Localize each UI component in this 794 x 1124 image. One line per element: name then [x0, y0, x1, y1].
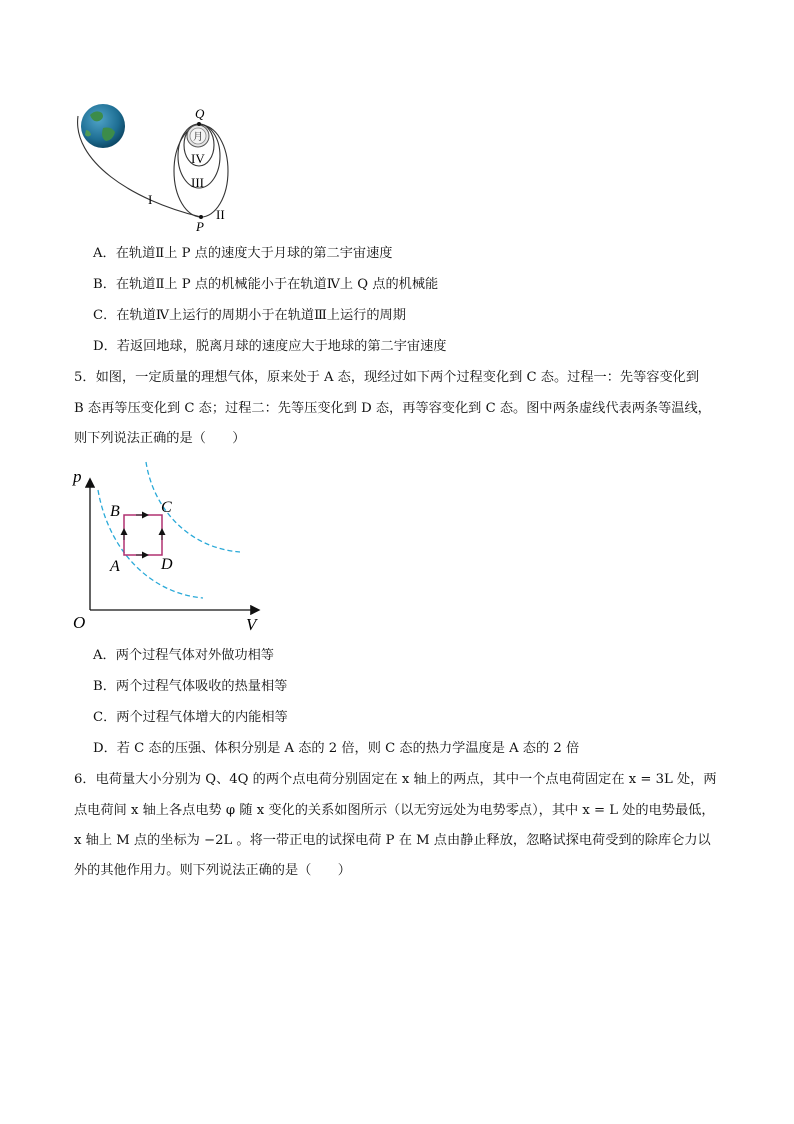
p-label: P	[196, 219, 204, 234]
q4-option-d: D．若返回地球，脱离月球的速度应大于地球的第二宇宙速度	[93, 339, 447, 354]
q-point	[197, 122, 201, 126]
q-label: Q	[195, 106, 205, 121]
q6-stem-line-4: 外的其他作用力。则下列说法正确的是（ ）	[74, 863, 351, 878]
orbit-i-label: I	[148, 192, 153, 207]
origin-label: O	[73, 613, 86, 632]
q5-stem-line-3: 则下列说法正确的是（ ）	[74, 431, 246, 446]
q5-stem-line-1: 5．如图，一定质量的理想气体，原来处于 A 态，现经过如下两个过程变化到 C 态。过程一：先等容变化到	[74, 370, 700, 385]
pv-diagram	[68, 458, 268, 633]
axis-v-label: V	[246, 615, 257, 633]
point-a-label: A	[110, 558, 120, 575]
q6-stem-line-1: 6．电荷量大小分别为 Q、4Q 的两个点电荷分别固定在 x 轴上的两点，其中一个点电荷固定在 x = 3L 处，两	[74, 772, 717, 787]
process-rectangle	[124, 515, 162, 555]
q4-option-c: C．在轨道Ⅳ上运行的周期小于在轨道Ⅲ上运行的周期	[93, 308, 406, 323]
q5-option-a: A．两个过程气体对外做功相等	[93, 648, 274, 663]
moon-label: 月	[193, 132, 203, 143]
q6-stem-line-2: 点电荷间 x 轴上各点电势 φ 随 x 变化的关系如图所示（以无穷远处为电势零点），其中 x = L 处的电势最低，	[74, 803, 715, 818]
point-d-label: D	[161, 556, 173, 573]
q5-option-b: B．两个过程气体吸收的热量相等	[93, 679, 288, 694]
q5-option-c: C．两个过程气体增大的内能相等	[93, 710, 288, 725]
orbit-iv-label: IV	[191, 151, 205, 166]
point-b-label: B	[110, 503, 120, 520]
q4-option-a: A．在轨道Ⅱ上 P 点的速度大于月球的第二宇宙速度	[93, 246, 393, 261]
q4-option-b: B．在轨道Ⅱ上 P 点的机械能小于在轨道Ⅳ上 Q 点的机械能	[93, 277, 439, 292]
orbit-iii-label: III	[191, 175, 204, 190]
q6-stem-line-3: x 轴上 M 点的坐标为 −2L 。将一带正电的试探电荷 P 在 M 点由静止释放，忽略试探电荷受到的除库仑力以	[74, 833, 711, 848]
q5-stem-line-2: B 态再等压变化到 C 态；过程二：先等压变化到 D 态，再等容变化到 C 态。图中两条虚线代表两条等温线，	[74, 401, 711, 416]
orbit-ii-label: II	[216, 207, 225, 222]
point-c-label: C	[161, 499, 172, 516]
axis-p-label: p	[73, 467, 82, 486]
earth-icon	[81, 104, 125, 148]
orbit-figure	[70, 100, 240, 235]
q5-option-d: D．若 C 态的压强、体积分别是 A 态的 2 倍，则 C 态的热力学温度是 A 态的 2 倍	[93, 741, 580, 756]
